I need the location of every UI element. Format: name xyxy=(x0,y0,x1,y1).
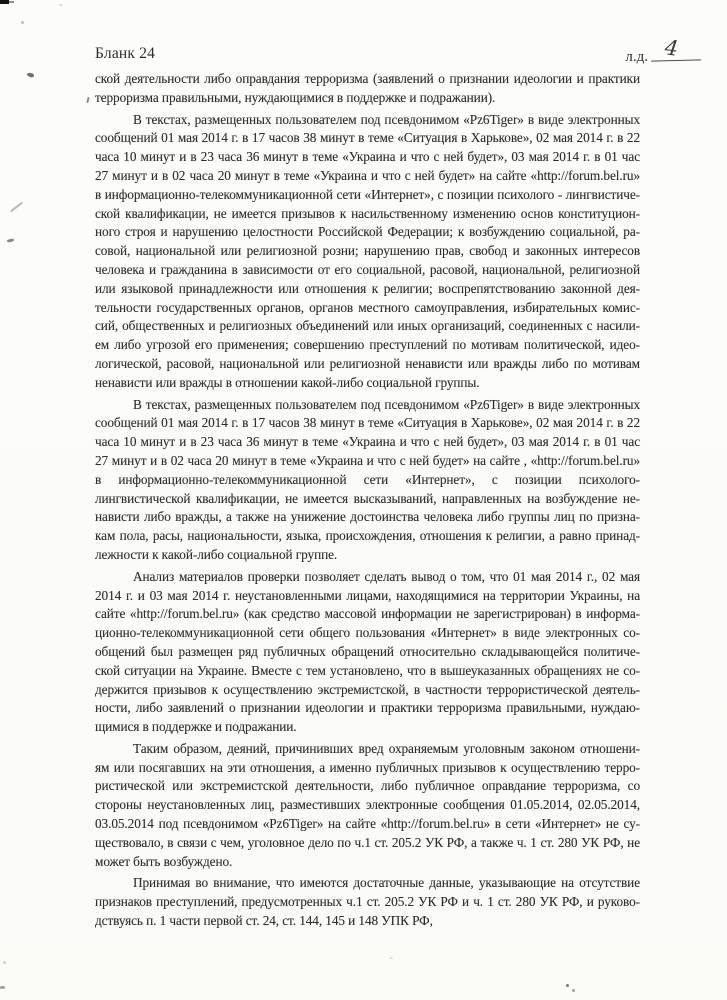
sheet-label: л.д. xyxy=(625,49,648,65)
text-line: в информационно-телекоммуникационной сети «Интернет», с позиции психолого - лингвистиче- xyxy=(95,186,640,202)
text-line: В текстах, размещенных пользователем под псевдонимом «Pz6Tiger» в виде электронных xyxy=(133,111,640,127)
text-line: совой, национальной или религиозной розни; нарушению прав, свобод и законных интересов xyxy=(95,243,640,259)
text-line: держится призывов к осуществлению экстремистской, в частности террористической деятель- xyxy=(95,681,640,697)
scan-stray-tick xyxy=(86,97,89,103)
text-line: 03.05.2014 под псевдонимом «Pz6Tiger» на сайте «http://forum.bel.ru» в сети «Интернет» не су- xyxy=(95,816,640,832)
text-line: часа 10 минут и в 23 часа 36 минут в теме «Украина и что с ней будет», 03 мая 2014 г. в 01 час xyxy=(95,149,640,165)
text-line: кам пола, расы, национальности, языка, происхождения, отношения к религии, а равно принад- xyxy=(95,528,640,544)
sheet-number-handwritten: 4 xyxy=(663,35,680,61)
text-line: Таким образом, деяний, причинивших вред охраняемым уголовным законом отношени- xyxy=(133,740,640,756)
text-line: часа 10 минут и в 23 часа 36 минут в теме «Украина и что с ней будет», 03 мая 2014 г. в 01 час xyxy=(95,434,640,450)
paragraph xyxy=(95,111,640,393)
scan-speck xyxy=(59,4,63,6)
text-line: ненависти или вражды в отношении какой-либо социальной группы. xyxy=(95,374,480,390)
paragraph xyxy=(95,874,640,930)
scan-speck xyxy=(21,21,24,24)
text-line: лежности к какой-либо социальной группе. xyxy=(95,546,338,562)
sheet-number-underline xyxy=(651,35,701,61)
text-line: сообщений 01 мая 2014 г. в 17 часов 38 минут в теме «Ситуация в Харькове», 02 мая 2014 г. в 22 xyxy=(95,415,640,431)
scan-slash-mark xyxy=(10,202,23,212)
paragraph xyxy=(95,740,640,872)
scan-speck xyxy=(27,72,35,78)
scan-corner-mark xyxy=(0,0,9,4)
text-line: 27 минут и в 02 часа 20 минут в теме «Украина и что с ней будет» на сайте «http://forum.bel.ru» xyxy=(95,167,640,183)
text-line: признаков преступлений, предусмотренных ч.1 ст. 205.2 УК РФ и ч. 1 ст. 280 УК РФ, и руково- xyxy=(95,894,640,910)
text-line: может быть возбуждено. xyxy=(95,853,233,869)
scan-speck xyxy=(0,986,5,989)
text-line: сий, общественных и религиозных объединений или иных организаций, соединенных с насили- xyxy=(95,318,640,334)
text-line: сайте «http://forum.bel.ru» (как средство массовой информации не зарегистрирован) в информа- xyxy=(95,606,640,622)
text-line: или языковой принадлежности или отношения к религии; воспрепятствованию законной дея- xyxy=(95,280,640,296)
text-line: В текстах, размещенных пользователем под псевдонимом «Pz6Tiger» в виде электронных xyxy=(133,396,640,412)
scan-speck xyxy=(572,989,575,992)
scan-corner-mark-tail xyxy=(9,1,14,3)
text-line: ности, либо заявлений о признании идеологии и практики терроризма правильными, нуждаю- xyxy=(95,700,640,716)
text-line: лингвистической квалификации, не имеется высказываний, направленных на возбуждение не- xyxy=(95,490,640,506)
text-line: логической, расовой, национальной или религиозной ненависти или вражды либо по мотивам xyxy=(95,355,640,371)
text-line: человека и гражданина в зависимости от его социальной, расовой, национальной, религиозной xyxy=(95,261,640,277)
form-label: Бланк 24 xyxy=(95,45,156,62)
text-line: ской ситуации на Украине. Вместе с тем установлено, что в вышеуказанных обращениях не со- xyxy=(95,662,640,678)
scan-speck xyxy=(389,957,393,959)
text-line: нависти либо вражды, а также на унижение достоинства человека либо группы лиц по призна- xyxy=(95,509,640,525)
text-line: ем либо угрозой его применения; совершению преступлений по мотивам политической, идео- xyxy=(95,337,640,353)
text-line: дствуясь п. 1 части первой ст. 24, ст. 144, 145 и 148 УПК РФ, xyxy=(95,913,433,929)
scan-speck xyxy=(7,238,15,243)
text-line: общений был размещен ряд публичных обращений относительно складывающейся политиче- xyxy=(95,643,640,659)
paragraph xyxy=(95,396,640,565)
text-line: ям или посягавших на эти отношения, а именно публичных призывов к осуществлению терро- xyxy=(95,759,640,775)
scan-speck xyxy=(566,984,569,987)
scan-speck xyxy=(3,961,6,964)
text-line: терроризма правильными, нуждающимися в поддержке и подражании). xyxy=(95,89,496,105)
text-line: тельности государственных органов, органов местного самоуправления, избирательных комис- xyxy=(95,299,640,315)
text-line: Принимая во внимание, что имеются достаточные данные, указывающие на отсутствие xyxy=(133,875,640,891)
sheet-reference xyxy=(625,35,701,66)
paragraph xyxy=(95,568,640,737)
text-line: щимися в поддержке и подражании. xyxy=(95,719,297,735)
document-body xyxy=(95,70,640,931)
text-line: сообщений 01 мая 2014 г. в 17 часов 38 минут в теме «Ситуация в Харькове», 02 мая 2014 г. в 22 xyxy=(95,130,640,146)
text-line: 27 минут и в 02 часа 20 минут в теме «Украина и что с ней будет» на сайте , «http://forum.bel.ru» xyxy=(95,452,640,468)
text-line: ской квалификации, не имеется призывов к насильственному изменению основ конституцион- xyxy=(95,205,640,221)
paragraph xyxy=(95,70,640,108)
text-line: ного строя и нарушению целостности Российской Федерации; к возбуждению социальной, ра- xyxy=(95,224,640,240)
text-line: стороны неустановленных лиц, разместивших электронные сообщения 01.05.2014, 02.05.2014, xyxy=(95,797,640,813)
text-line: ской деятельности либо оправдания терроризма (заявлений о признании идеологии и практики xyxy=(95,71,640,86)
text-line: ществовало, в связи с чем, уголовное дело по ч.1 ст. 205.2 УК РФ, а также ч. 1 ст. 280 УК РФ, не xyxy=(95,834,640,850)
text-line: Анализ материалов проверки позволяет сделать вывод о том, что 01 мая 2014 г., 02 мая xyxy=(133,568,640,584)
text-line: ционно-телекоммуникационной сети общего пользования «Интернет» в виде электронных со- xyxy=(95,625,640,641)
text-line: в информационно-телекоммуникационной сети «Интернет», с позиции психолого- xyxy=(95,471,640,487)
text-line: ристической или экстремистской деятельности, либо публичное оправдание терроризма, со xyxy=(95,778,640,794)
text-line: 2014 г. и 03 мая 2014 г. неустановленными лицами, находящимися на территории Украины, на xyxy=(95,587,640,603)
